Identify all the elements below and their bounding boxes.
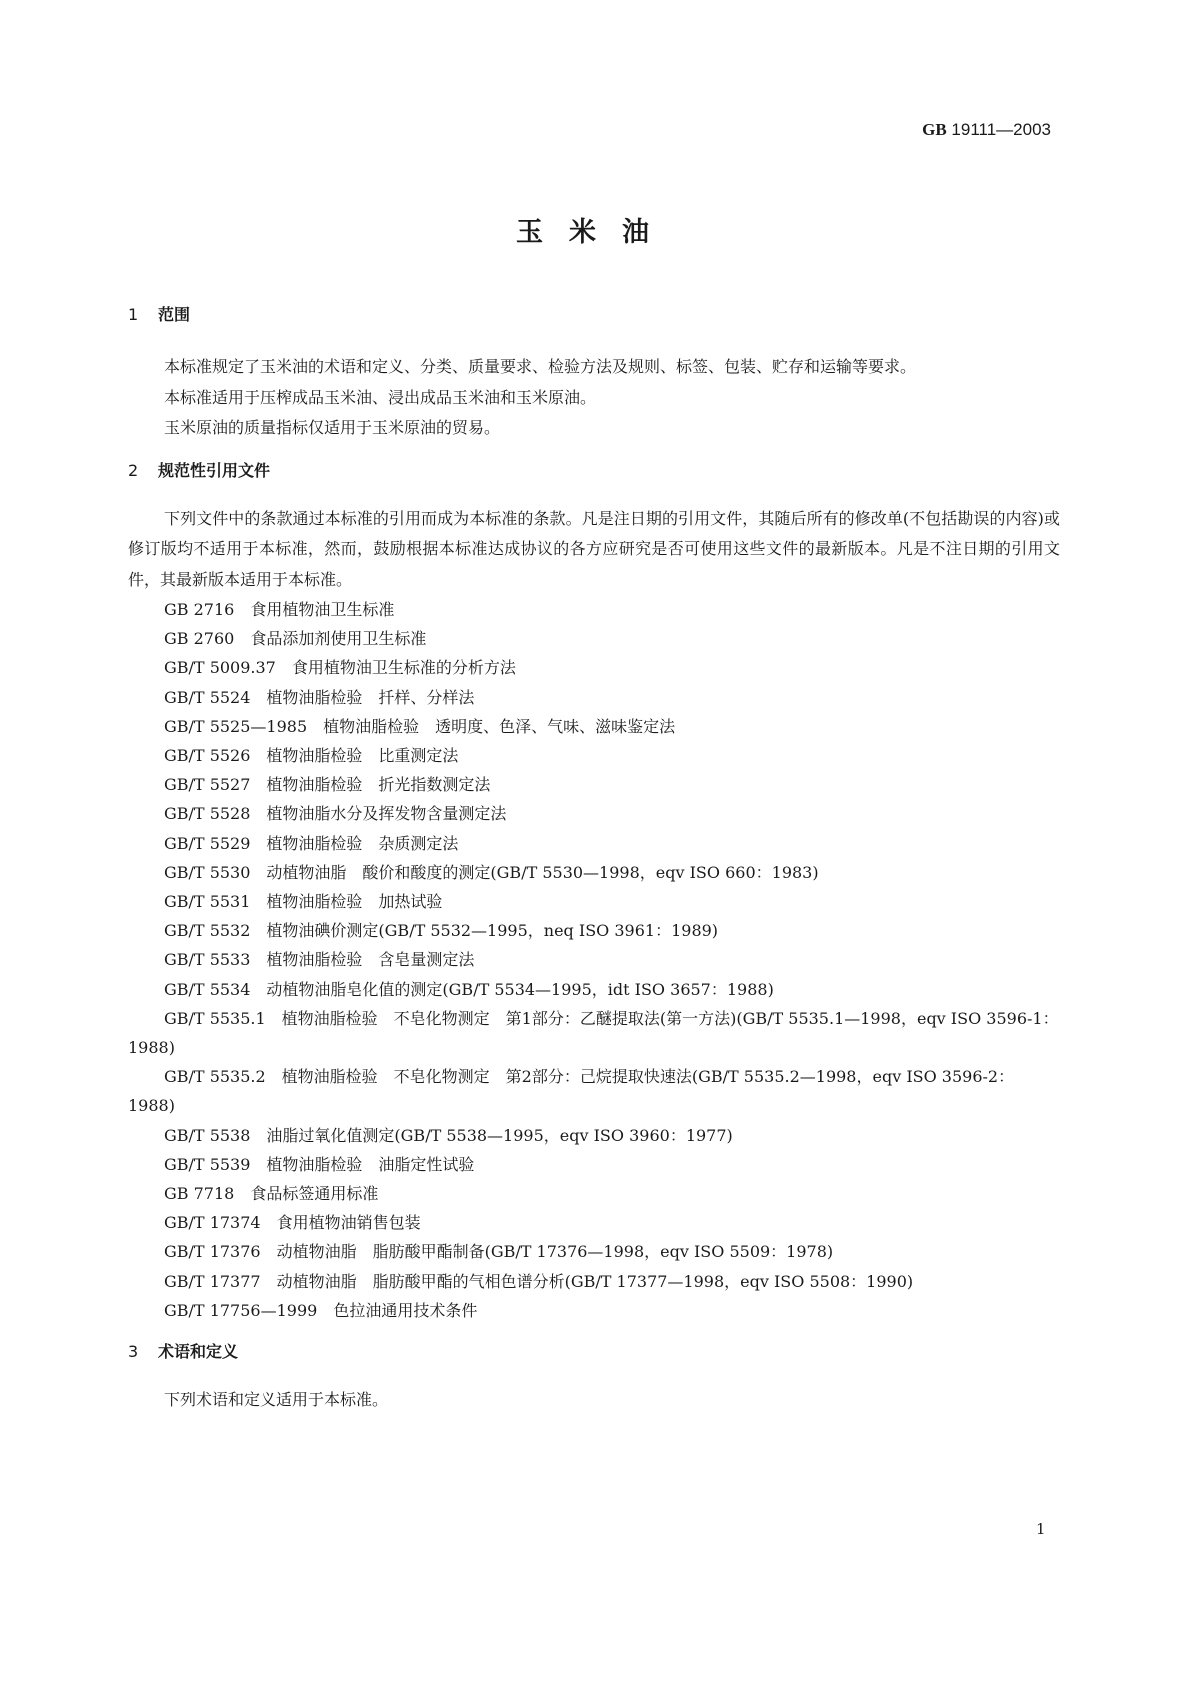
document-title: 玉米油 <box>516 217 675 248</box>
reference-item: GB/T 17376 动植物油脂 脂肪酸甲酯制备(GB/T 17376—1998，eqv ISO 5509：1978) <box>164 1242 834 1262</box>
paragraph: 下列术语和定义适用于本标准。 <box>164 1390 389 1410</box>
section-heading-scope: 1 范围 <box>128 305 191 324</box>
reference-item: GB/T 5528 植物油脂水分及挥发物含量测定法 <box>164 804 507 824</box>
reference-item: GB/T 5524 植物油脂检验 扦样、分样法 <box>164 687 475 707</box>
reference-item: GB/T 5527 植物油脂检验 折光指数测定法 <box>164 775 491 795</box>
reference-item: GB/T 5534 动植物油脂皂化值的测定(GB/T 5534—1995，idt ISO 3657：1988) <box>164 979 774 999</box>
reference-item: GB/T 5530 动植物油脂 酸价和酸度的测定(GB/T 5530—1998，eqv ISO 660：1983) <box>164 862 819 882</box>
standard-code <box>922 120 1051 140</box>
reference-item: GB/T 5533 植物油脂检验 含皂量测定法 <box>164 950 475 970</box>
reference-list <box>128 595 1060 1325</box>
reference-item: GB 2760 食品添加剂使用卫生标准 <box>164 629 427 649</box>
section-heading-terms-definitions: 3 术语和定义 <box>128 1342 239 1362</box>
reference-item: GB/T 5525—1985 植物油脂检验 透明度、色泽、气味、滋味鉴定法 <box>164 716 676 736</box>
paragraph: 本标准适用于压榨成品玉米油、浸出成品玉米油和玉米原油。 <box>164 387 597 407</box>
paragraph: 下列文件中的条款通过本标准的引用而成为本标准的条款。凡是注日期的引用文件，其随后所有的修改单(不包括勘误的内容)或修订版均不适用于本标准，然而，鼓励根据本标准达成协议的各方应研究是否可使用这些文件的最新版本。凡是不注日期的引用文件，其最新版本适用于本标准。 <box>128 508 1060 589</box>
document-body <box>128 300 1060 1416</box>
section-heading-normative-references: 2 规范性引用文件 <box>128 460 271 480</box>
standard-prefix: GB <box>922 120 947 139</box>
standard-number: 19111—2003 <box>951 120 1051 139</box>
reference-item: GB/T 17377 动植物油脂 脂肪酸甲酯的气相色谱分析(GB/T 17377—1998，eqv ISO 5508：1990) <box>164 1271 914 1291</box>
paragraph: 本标准规定了玉米油的术语和定义、分类、质量要求、检验方法及规则、标签、包装、贮存和运输等要求。 <box>164 357 917 376</box>
reference-item: GB/T 5535.1 植物油脂检验 不皂化物测定 第1部分：乙醚提取法(第一方法)(GB/T 5535.1—1998，eqv ISO 3596-1：1988) <box>128 1008 1059 1058</box>
reference-item: GB 7718 食品标签通用标准 <box>164 1184 379 1204</box>
reference-item: GB/T 5539 植物油脂检验 油脂定性试验 <box>164 1154 475 1174</box>
reference-item: GB/T 5538 油脂过氧化值测定(GB/T 5538—1995，eqv ISO 3960：1977) <box>164 1125 733 1145</box>
page-number: 1 <box>1036 1520 1046 1538</box>
reference-item: GB/T 5535.2 植物油脂检验 不皂化物测定 第2部分：己烷提取快速法(GB/T 5535.2—1998，eqv ISO 3596-2：1988) <box>128 1067 1015 1116</box>
reference-item: GB/T 17374 食用植物油销售包装 <box>164 1213 421 1233</box>
reference-item: GB/T 5532 植物油碘价测定(GB/T 5532—1995，neq ISO 3961：1989) <box>164 921 719 941</box>
reference-item: GB/T 17756—1999 色拉油通用技术条件 <box>164 1300 478 1320</box>
reference-item: GB/T 5529 植物油脂检验 杂质测定法 <box>164 833 459 853</box>
reference-item: GB 2716 食用植物油卫生标准 <box>164 600 395 619</box>
reference-item: GB/T 5526 植物油脂检验 比重测定法 <box>164 746 459 766</box>
reference-item: GB/T 5009.37 食用植物油卫生标准的分析方法 <box>164 658 516 678</box>
paragraph: 玉米原油的质量指标仅适用于玉米原油的贸易。 <box>164 418 501 437</box>
reference-item: GB/T 5531 植物油脂检验 加热试验 <box>164 892 443 912</box>
